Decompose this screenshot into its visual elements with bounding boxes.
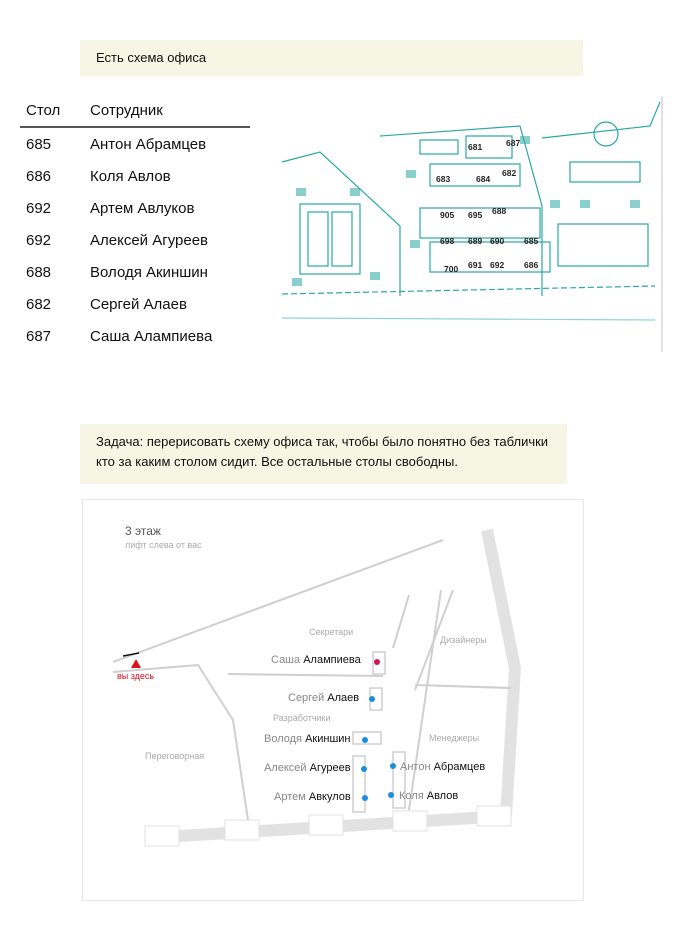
old-plan-label: 690	[490, 236, 505, 246]
old-plan-table	[332, 212, 352, 266]
old-plan-label: 681	[468, 142, 483, 152]
marker-alaev	[369, 696, 375, 702]
intro-note-text: Есть схема офиса	[96, 50, 207, 65]
employee-cell: Володя Акиншин	[90, 263, 208, 281]
zone-secretaries: Секретари	[309, 627, 354, 637]
old-plan-label: 686	[524, 260, 539, 270]
intro-note	[80, 40, 583, 76]
old-plan-label: 689	[468, 236, 483, 246]
window	[393, 811, 427, 831]
old-plan-label: 695	[468, 210, 483, 220]
employee-last-name: Алампиева	[303, 654, 361, 666]
old-plan-label: 685	[524, 236, 539, 246]
window	[225, 820, 259, 840]
table-row	[20, 127, 250, 160]
employee-last-name: Абрамцев	[433, 761, 486, 773]
table-row	[20, 320, 250, 352]
arrow-icon	[131, 659, 141, 668]
employee-cell: Саша Алампиева	[90, 327, 213, 345]
employee-alaev	[288, 692, 359, 704]
employee-first-name: Володя	[264, 733, 303, 745]
employee-last-name: Акиншин	[305, 733, 351, 745]
marker-abramtsev	[390, 763, 396, 769]
employee-last-name: Авкулов	[308, 791, 351, 803]
desk-cell: 688	[26, 263, 52, 281]
old-plan-wall	[282, 318, 655, 320]
old-plan-label: 698	[440, 236, 455, 246]
wall	[415, 685, 511, 688]
table-row	[20, 288, 250, 320]
old-plan-table	[570, 162, 640, 182]
header-employee: Сотрудник	[90, 94, 250, 127]
old-office-plan	[280, 96, 663, 352]
desk-cell: 685	[26, 135, 52, 153]
desk-cell: 692	[26, 199, 52, 217]
desk-cell: 686	[26, 167, 52, 185]
header-desk: Стол	[20, 94, 90, 127]
zone-designers: Дизайнеры	[440, 635, 487, 645]
table-row	[20, 256, 250, 288]
old-plan-table	[558, 224, 648, 266]
desk-cell: 682	[26, 295, 52, 313]
wall	[393, 595, 409, 648]
floor-hint: лифт слева от вас	[125, 540, 202, 550]
old-plan-table	[420, 140, 458, 154]
employee-avlukov	[274, 791, 351, 803]
employee-cell: Сергей Алаев	[90, 295, 187, 313]
old-plan-wall	[380, 126, 542, 296]
employee-avlov	[399, 790, 458, 802]
employee-first-name: Саша	[271, 654, 301, 666]
old-plan-round-table	[594, 122, 618, 146]
task-note-text: Задача: перерисовать схему офиса так, чтобы было понятно без таблички кто за каким столом сидит. Все остальные столы свободны.	[96, 434, 549, 469]
employee-abramtsev	[400, 761, 485, 773]
employee-last-name: Алаев	[327, 692, 360, 704]
new-office-plan	[82, 499, 584, 901]
window	[309, 815, 343, 835]
marker-agureev	[361, 766, 367, 772]
old-plan-wall	[282, 286, 655, 294]
window	[477, 806, 511, 826]
window	[145, 826, 179, 846]
table-row	[20, 160, 250, 192]
wall	[113, 665, 248, 820]
wall	[228, 674, 383, 676]
employee-cell: Антон Абрамцев	[90, 135, 207, 153]
employee-alampieva	[271, 654, 361, 666]
old-plan-wall	[542, 102, 660, 138]
old-plan-label: 905	[440, 210, 455, 220]
marker-akinshin	[362, 737, 368, 743]
old-plan-label: 692	[490, 260, 505, 270]
desk-cell: 687	[26, 327, 52, 345]
old-plan-table	[308, 212, 328, 266]
floor-title: 3 этаж	[125, 524, 161, 538]
employee-cell: Артем Авлуков	[90, 199, 195, 217]
employee-agureev	[264, 762, 351, 774]
desk-assignment-table	[20, 94, 250, 352]
employee-cell: Алексей Агуреев	[90, 231, 209, 249]
zone-meeting-room: Переговорная	[145, 751, 205, 761]
table-header-row	[20, 94, 250, 127]
marker-avlukov	[362, 795, 368, 801]
task-note	[80, 424, 567, 484]
you-are-here-label: вы здесь	[117, 671, 155, 681]
table-row	[20, 224, 250, 256]
desk-cell: 692	[26, 231, 52, 249]
wall	[409, 590, 441, 810]
old-plan-label: 688	[492, 206, 507, 216]
employee-cell: Коля Авлов	[90, 167, 171, 185]
old-plan-label: 683	[436, 174, 451, 184]
employee-last-name: Авлов	[426, 790, 459, 802]
zone-managers: Менеджеры	[429, 733, 480, 743]
old-plan-label: 684	[476, 174, 491, 184]
employee-akinshin	[264, 733, 351, 745]
employee-first-name: Артем	[274, 791, 306, 803]
employee-first-name: Алексей	[264, 762, 307, 774]
employee-first-name: Коля	[399, 790, 424, 802]
marker-alampieva	[374, 659, 380, 665]
employee-last-name: Агуреев	[309, 762, 351, 774]
table-row	[20, 192, 250, 224]
old-plan-label: 682	[502, 168, 517, 178]
marker-avlov	[388, 792, 394, 798]
employee-first-name: Сергей	[288, 692, 325, 704]
desk-developers-stack	[353, 756, 365, 812]
old-plan-table	[300, 204, 360, 274]
employee-first-name: Антон	[400, 761, 431, 773]
old-plan-label: 700	[444, 264, 459, 274]
old-plan-label: 687	[506, 138, 521, 148]
zone-developers: Разработчики	[273, 713, 331, 723]
old-plan-label: 691	[468, 260, 483, 270]
